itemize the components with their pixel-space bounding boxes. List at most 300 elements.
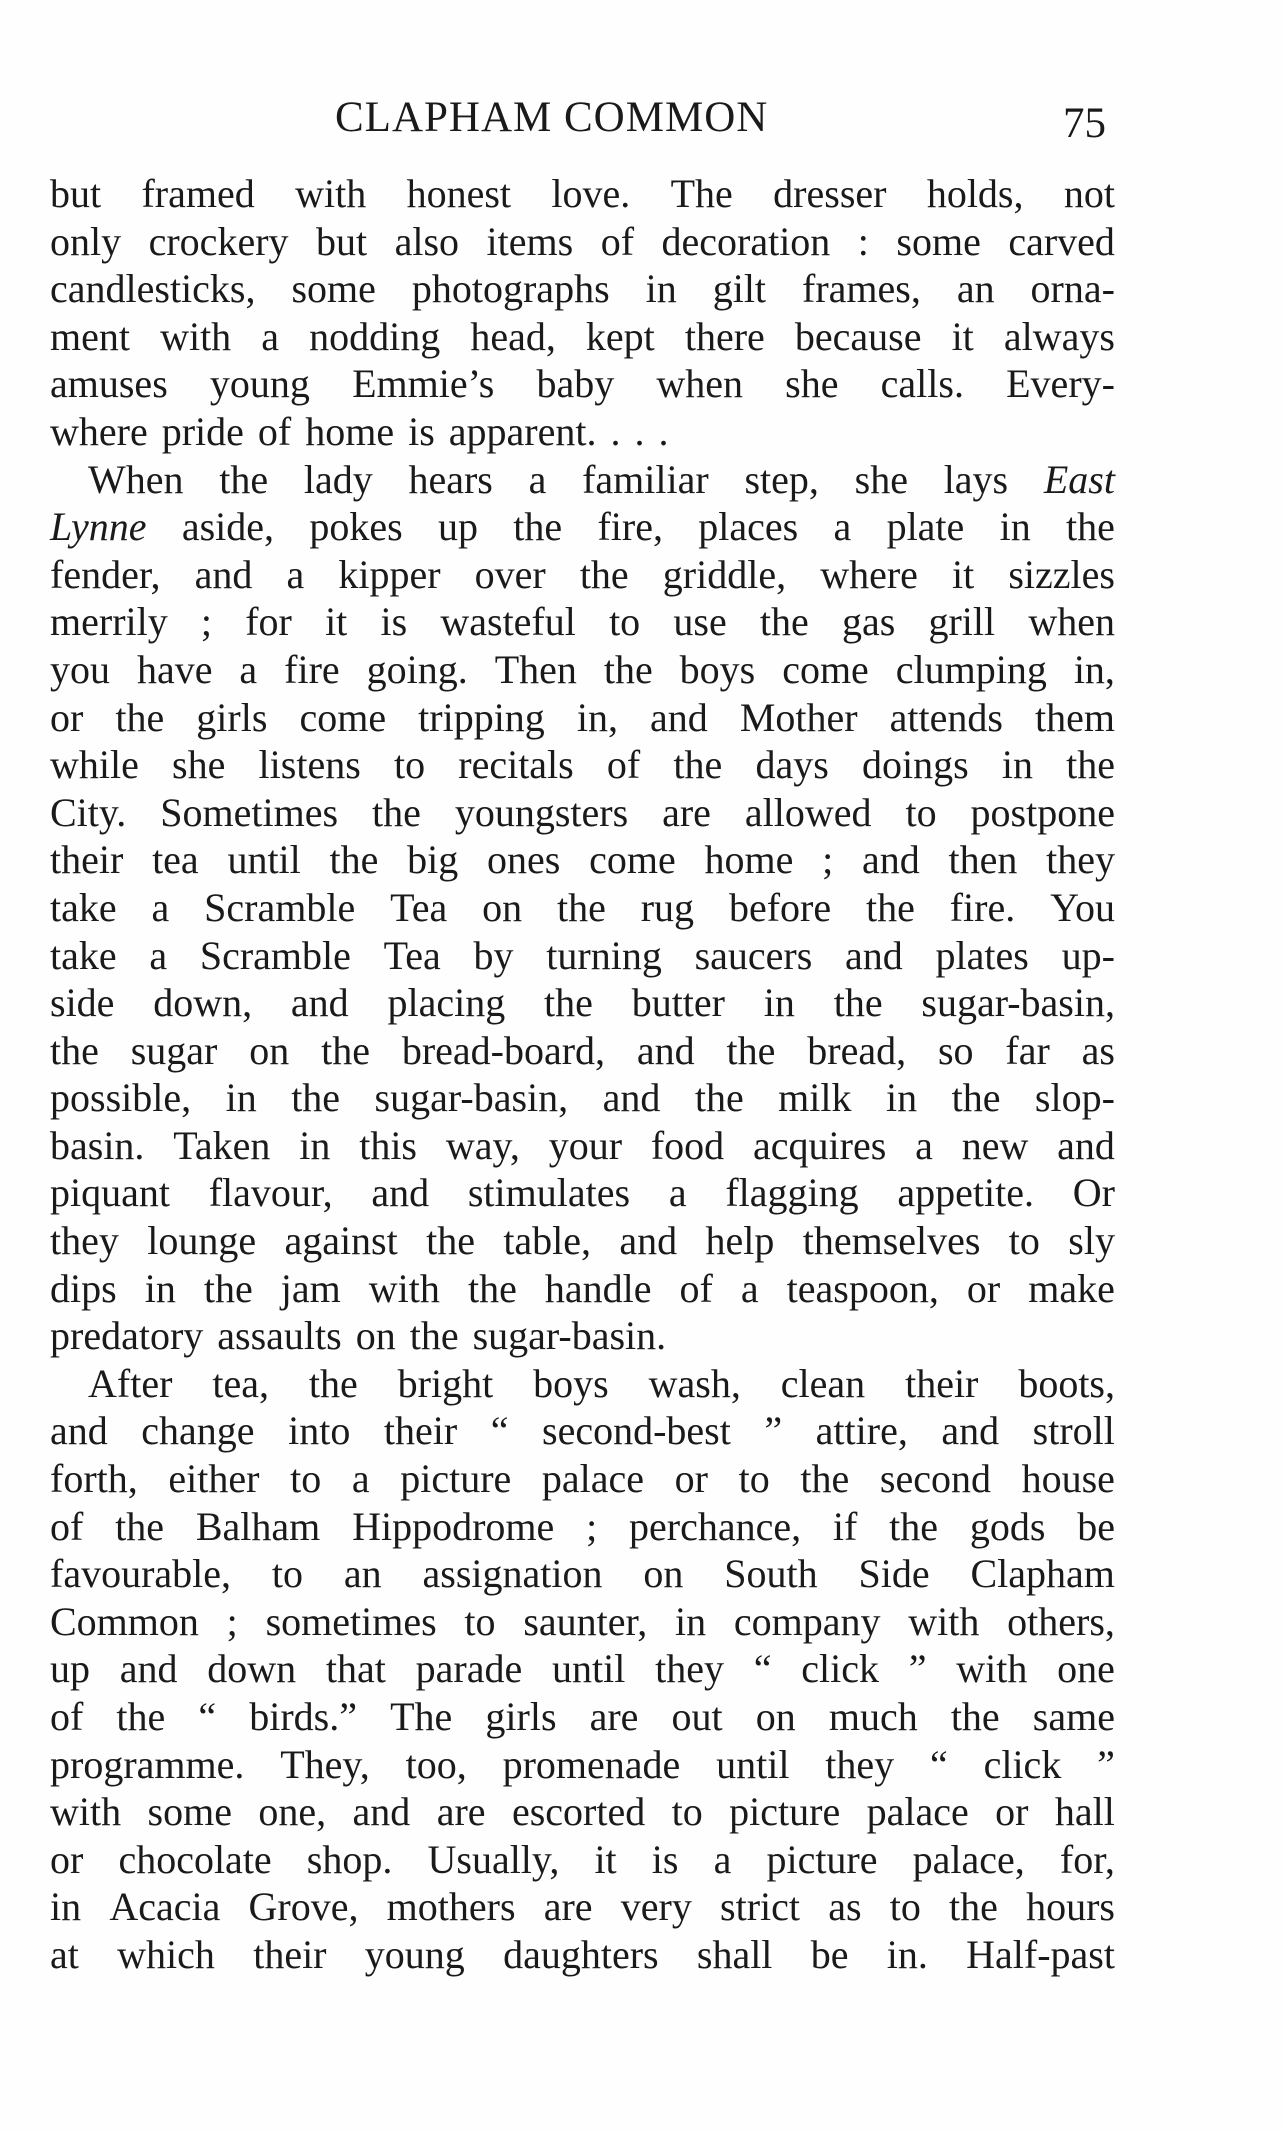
word: the [115, 1503, 165, 1549]
word: Tea [390, 884, 448, 930]
word: on [355, 1313, 396, 1359]
word: and [619, 1218, 678, 1264]
word: because [794, 313, 922, 359]
word: forth, [50, 1456, 138, 1502]
word: lounge [147, 1218, 257, 1264]
word: going. [366, 646, 468, 692]
word: the [889, 1503, 939, 1549]
word: in. [886, 1931, 928, 1977]
word: handle [544, 1265, 652, 1311]
word: same [1032, 1694, 1115, 1739]
word: Scramble [199, 932, 351, 978]
word: then [948, 837, 1018, 883]
word: and [1057, 1122, 1115, 1168]
word: gods [969, 1503, 1046, 1549]
word: Common [50, 1598, 199, 1644]
word: with [295, 171, 367, 216]
word: their [253, 1931, 327, 1977]
word: ” [1097, 1741, 1115, 1787]
word: to [290, 1456, 322, 1502]
word: a [239, 646, 258, 692]
word: ; [226, 1598, 238, 1644]
text-line [50, 1360, 1115, 1408]
word: “ [198, 1694, 217, 1739]
word: gilt [712, 266, 767, 312]
word: a [713, 1836, 732, 1882]
word: possible, [50, 1075, 192, 1121]
word: is [651, 1836, 679, 1882]
word: until [716, 1741, 790, 1787]
word: the [726, 1027, 776, 1073]
word: orna- [1030, 266, 1115, 312]
word: your [548, 1122, 623, 1168]
word: wash, [648, 1360, 741, 1406]
word: this [359, 1122, 417, 1168]
word: predatory [50, 1313, 204, 1359]
word: take [50, 884, 117, 930]
word: bread, [807, 1027, 907, 1073]
text-line [50, 884, 1115, 932]
word: in [674, 1598, 707, 1644]
word: home [704, 837, 794, 883]
word: the [800, 1456, 850, 1502]
word: Side [858, 1551, 930, 1597]
word: help [705, 1218, 775, 1264]
word: food [650, 1122, 725, 1168]
word: she [854, 456, 908, 502]
word: gas [841, 599, 896, 645]
word: down [207, 1646, 297, 1692]
word: doings [861, 742, 969, 788]
word: very [620, 1884, 692, 1930]
word: or [966, 1265, 1001, 1311]
word: escorted [511, 1789, 646, 1835]
word: they [50, 1218, 119, 1264]
word: allowed [744, 789, 872, 835]
word: are [662, 789, 711, 835]
word: Or [1072, 1170, 1115, 1216]
word: acquires [753, 1122, 887, 1168]
word: sometimes [265, 1598, 437, 1644]
word: promenade [502, 1741, 681, 1787]
word: in [144, 1265, 176, 1311]
word: the [291, 1075, 341, 1121]
word: click [983, 1741, 1062, 1787]
word: or [674, 1456, 708, 1502]
word: boys [533, 1360, 609, 1406]
word: in [999, 504, 1031, 550]
word: the [50, 1027, 99, 1073]
word: hall [1054, 1789, 1115, 1835]
word: Taken [173, 1122, 271, 1168]
word: of [679, 1265, 713, 1311]
word: perchance, [629, 1503, 802, 1549]
word: listens [258, 742, 361, 788]
word: she [785, 361, 839, 407]
text-line [50, 836, 1115, 884]
word: flagging [725, 1170, 859, 1216]
word: the [513, 504, 563, 550]
word: City. [50, 789, 127, 835]
word: decoration [661, 218, 831, 264]
word: and [845, 932, 903, 978]
text-line [50, 1407, 1115, 1455]
word: of [50, 1503, 84, 1549]
word: tripping [418, 694, 545, 740]
word: the [116, 1694, 166, 1739]
word: they [655, 1646, 724, 1692]
text-line [50, 456, 1115, 504]
word: hours [1026, 1884, 1115, 1930]
word: to [1008, 1218, 1040, 1264]
word: when [656, 361, 744, 407]
word: ment [50, 313, 130, 359]
word: in [299, 1122, 331, 1168]
word: wasteful [440, 599, 576, 645]
word: over [474, 551, 546, 597]
word: slop- [1034, 1075, 1115, 1121]
word: fire, [597, 504, 663, 550]
word: in [225, 1075, 257, 1121]
text-line [50, 551, 1115, 599]
word: home [305, 408, 395, 454]
word: a [261, 313, 280, 359]
word: sly [1068, 1218, 1115, 1264]
word: be [1077, 1503, 1115, 1549]
word: when [1028, 599, 1115, 645]
word: pride [161, 408, 244, 454]
word: of [600, 218, 635, 264]
word: Hippodrome [352, 1503, 555, 1549]
word: it [951, 313, 974, 359]
word: to [271, 1551, 304, 1597]
word: palace [541, 1456, 645, 1502]
word: stimulates [467, 1170, 631, 1216]
word: the [951, 1075, 1001, 1121]
word: piquant [50, 1170, 170, 1216]
word: frames, [802, 266, 921, 312]
text-line [50, 646, 1115, 694]
word: kipper [338, 551, 441, 597]
word: turning [546, 932, 662, 978]
word: the [833, 980, 883, 1026]
word: After [88, 1360, 173, 1406]
word: the [603, 646, 653, 692]
word: Mother [739, 694, 858, 740]
word: for [245, 599, 292, 645]
word: house [1021, 1456, 1115, 1502]
word: that [325, 1646, 386, 1692]
word: . [658, 408, 669, 454]
word: the [372, 789, 421, 835]
word: flavour, [208, 1170, 333, 1216]
word: and [50, 1408, 108, 1454]
word: them [1035, 694, 1115, 740]
word: or [50, 1836, 84, 1882]
word: You [1050, 884, 1115, 930]
word: Usually, [427, 1836, 560, 1882]
word: if [832, 1503, 858, 1549]
text-line [50, 1550, 1115, 1598]
word: attends [889, 694, 1003, 740]
word: way, [445, 1122, 520, 1168]
word: placing [387, 980, 506, 1026]
running-title: CLAPHAM COMMON [335, 94, 769, 141]
text-line [50, 1836, 1115, 1884]
word: in [885, 1075, 918, 1121]
text-line [50, 360, 1115, 408]
word: to [889, 1884, 921, 1930]
word: the [203, 1265, 253, 1311]
word: while [50, 742, 139, 788]
word: the [426, 1218, 475, 1264]
word: candlesticks, [50, 266, 256, 312]
word: of [606, 742, 641, 788]
word: in, [1073, 646, 1115, 692]
word: step, [744, 456, 819, 502]
word: the [321, 1027, 370, 1073]
word: and [602, 1075, 661, 1121]
text-line [50, 741, 1115, 789]
word: butter [631, 980, 725, 1026]
word: items [486, 218, 574, 264]
word: always [1003, 313, 1115, 359]
word: recitals [458, 742, 574, 788]
word: stroll [1032, 1408, 1115, 1454]
word: so [937, 1027, 974, 1073]
word: favourable, [50, 1551, 232, 1597]
word: also [394, 218, 460, 264]
word: ; [586, 1503, 598, 1549]
word: the [329, 837, 379, 883]
text-line [50, 694, 1115, 742]
word: have [136, 646, 213, 692]
word: until [227, 837, 301, 883]
word: a [528, 456, 547, 502]
word: the [673, 742, 723, 788]
word: one, [258, 1789, 327, 1835]
word: picture [400, 1456, 512, 1502]
page-number: 75 [1063, 100, 1106, 147]
word: some [147, 1789, 232, 1835]
word: kept [585, 313, 655, 359]
word: They, [280, 1741, 370, 1787]
word: and [650, 694, 708, 740]
word: the [467, 1265, 517, 1311]
word: a [149, 932, 168, 978]
word: Then [494, 646, 577, 692]
word: familiar [582, 456, 709, 502]
word: . [634, 408, 645, 454]
word: for, [1059, 1836, 1115, 1882]
word: holds, [926, 171, 1024, 216]
word: she [172, 742, 226, 788]
word: honest [406, 171, 512, 216]
word: postpone [970, 789, 1115, 835]
word: too, [405, 1741, 467, 1787]
word: dips [50, 1265, 117, 1311]
text-line [50, 1598, 1115, 1646]
word: the [1066, 504, 1115, 550]
word: much [828, 1694, 918, 1739]
word: in [1001, 742, 1033, 788]
word: not [1063, 171, 1115, 216]
word: it [594, 1836, 617, 1882]
word: picture [729, 1789, 841, 1835]
word: the [865, 884, 915, 930]
word: into [288, 1408, 351, 1454]
word: ; [822, 837, 834, 883]
word: Acacia [109, 1884, 221, 1930]
word: out [671, 1694, 723, 1739]
word: down, [153, 980, 253, 1026]
word: jam [280, 1265, 341, 1311]
word: carved [1008, 218, 1115, 264]
word: click [801, 1646, 879, 1692]
word: with [160, 313, 232, 359]
text-line [50, 1883, 1115, 1931]
word: When [88, 456, 184, 502]
word: it [325, 599, 348, 645]
word: “ [490, 1408, 509, 1454]
word: in [645, 266, 677, 312]
word: against [284, 1218, 398, 1264]
word: saunter, [523, 1598, 648, 1644]
word: chocolate [118, 1836, 272, 1882]
word: the [409, 1313, 459, 1359]
word: ones [487, 837, 561, 883]
word: one [1057, 1646, 1115, 1692]
text-line [50, 1931, 1115, 1979]
word: pokes [309, 504, 403, 550]
word: it [952, 551, 975, 597]
word: picture [766, 1836, 878, 1882]
text-line [50, 1265, 1115, 1313]
word: young [209, 361, 310, 407]
word: until [551, 1646, 626, 1692]
word: nodding [309, 313, 441, 359]
word: tea, [212, 1360, 269, 1406]
word: the [759, 599, 809, 645]
word: The [390, 1694, 453, 1739]
word: milk [778, 1075, 852, 1121]
word: a [833, 504, 852, 550]
word: daughters [503, 1931, 659, 1977]
word: their [383, 1408, 458, 1454]
word: new [961, 1122, 1029, 1168]
word: assaults [217, 1313, 342, 1359]
word: up- [1061, 932, 1115, 978]
word: ” [764, 1408, 783, 1454]
text-line [50, 218, 1115, 266]
word: attire, [815, 1408, 908, 1454]
text-line [50, 1741, 1115, 1789]
word: the [115, 694, 165, 740]
word: far [1005, 1027, 1050, 1073]
text-line [50, 1122, 1115, 1170]
word: appetite. [897, 1170, 1034, 1216]
word: big [407, 837, 459, 883]
word: and [194, 551, 253, 597]
body-text [50, 170, 1115, 1979]
word: tea [152, 837, 199, 883]
text-line [50, 503, 1115, 551]
word: sugar [130, 1027, 218, 1073]
word: bread-board, [401, 1027, 606, 1073]
word: head, [470, 313, 556, 359]
word: but [50, 171, 102, 216]
word: grill [928, 599, 996, 645]
word: amuses [50, 361, 168, 407]
word: saucers [694, 932, 813, 978]
word: basin. [50, 1122, 145, 1168]
word: up [50, 1646, 90, 1692]
word: the [1066, 742, 1115, 788]
word: days [755, 742, 829, 788]
word: to [738, 1456, 770, 1502]
word: places [698, 504, 799, 550]
word: the [694, 1075, 744, 1121]
word: aside, [181, 504, 275, 550]
word: use [673, 599, 727, 645]
text-line [50, 1503, 1115, 1551]
word: young [364, 1931, 465, 1977]
word: shop. [306, 1836, 393, 1882]
word: clumping [895, 646, 1047, 692]
word: photographs [411, 266, 610, 312]
word: Emmie’s [352, 361, 495, 407]
word: the [308, 1360, 358, 1406]
text-line [50, 265, 1115, 313]
word: merrily [50, 599, 168, 645]
word: plate [886, 504, 965, 550]
word: dresser [773, 171, 887, 216]
word: and [636, 1027, 695, 1073]
word: bright [397, 1360, 494, 1406]
word: . [610, 408, 621, 454]
word: change [141, 1408, 255, 1454]
word: some [291, 266, 376, 312]
word: are [589, 1694, 639, 1739]
word: on [755, 1694, 796, 1739]
word: an [343, 1551, 382, 1597]
word: with [908, 1598, 980, 1644]
text-line [50, 1074, 1115, 1122]
word: sugar-basin, [374, 1075, 569, 1121]
word: make [1028, 1265, 1115, 1311]
word: the [949, 1884, 998, 1930]
word: themselves [802, 1218, 981, 1264]
word: either [168, 1456, 260, 1502]
word: their [905, 1360, 979, 1406]
word: mothers [386, 1884, 516, 1930]
word: or [50, 694, 84, 740]
word: a [351, 1456, 370, 1502]
word: palace, [912, 1836, 1025, 1882]
word: Balham [195, 1503, 321, 1549]
word: a [286, 551, 305, 597]
text-line [50, 1217, 1115, 1265]
word: Sometimes [160, 789, 339, 835]
word: shall [696, 1931, 773, 1977]
word: calls. [880, 361, 964, 407]
text-line [50, 1312, 1115, 1360]
word: with [368, 1265, 440, 1311]
word: side [50, 980, 115, 1026]
word: of [257, 408, 292, 454]
word: with [50, 1789, 122, 1835]
word: fire [284, 646, 340, 692]
